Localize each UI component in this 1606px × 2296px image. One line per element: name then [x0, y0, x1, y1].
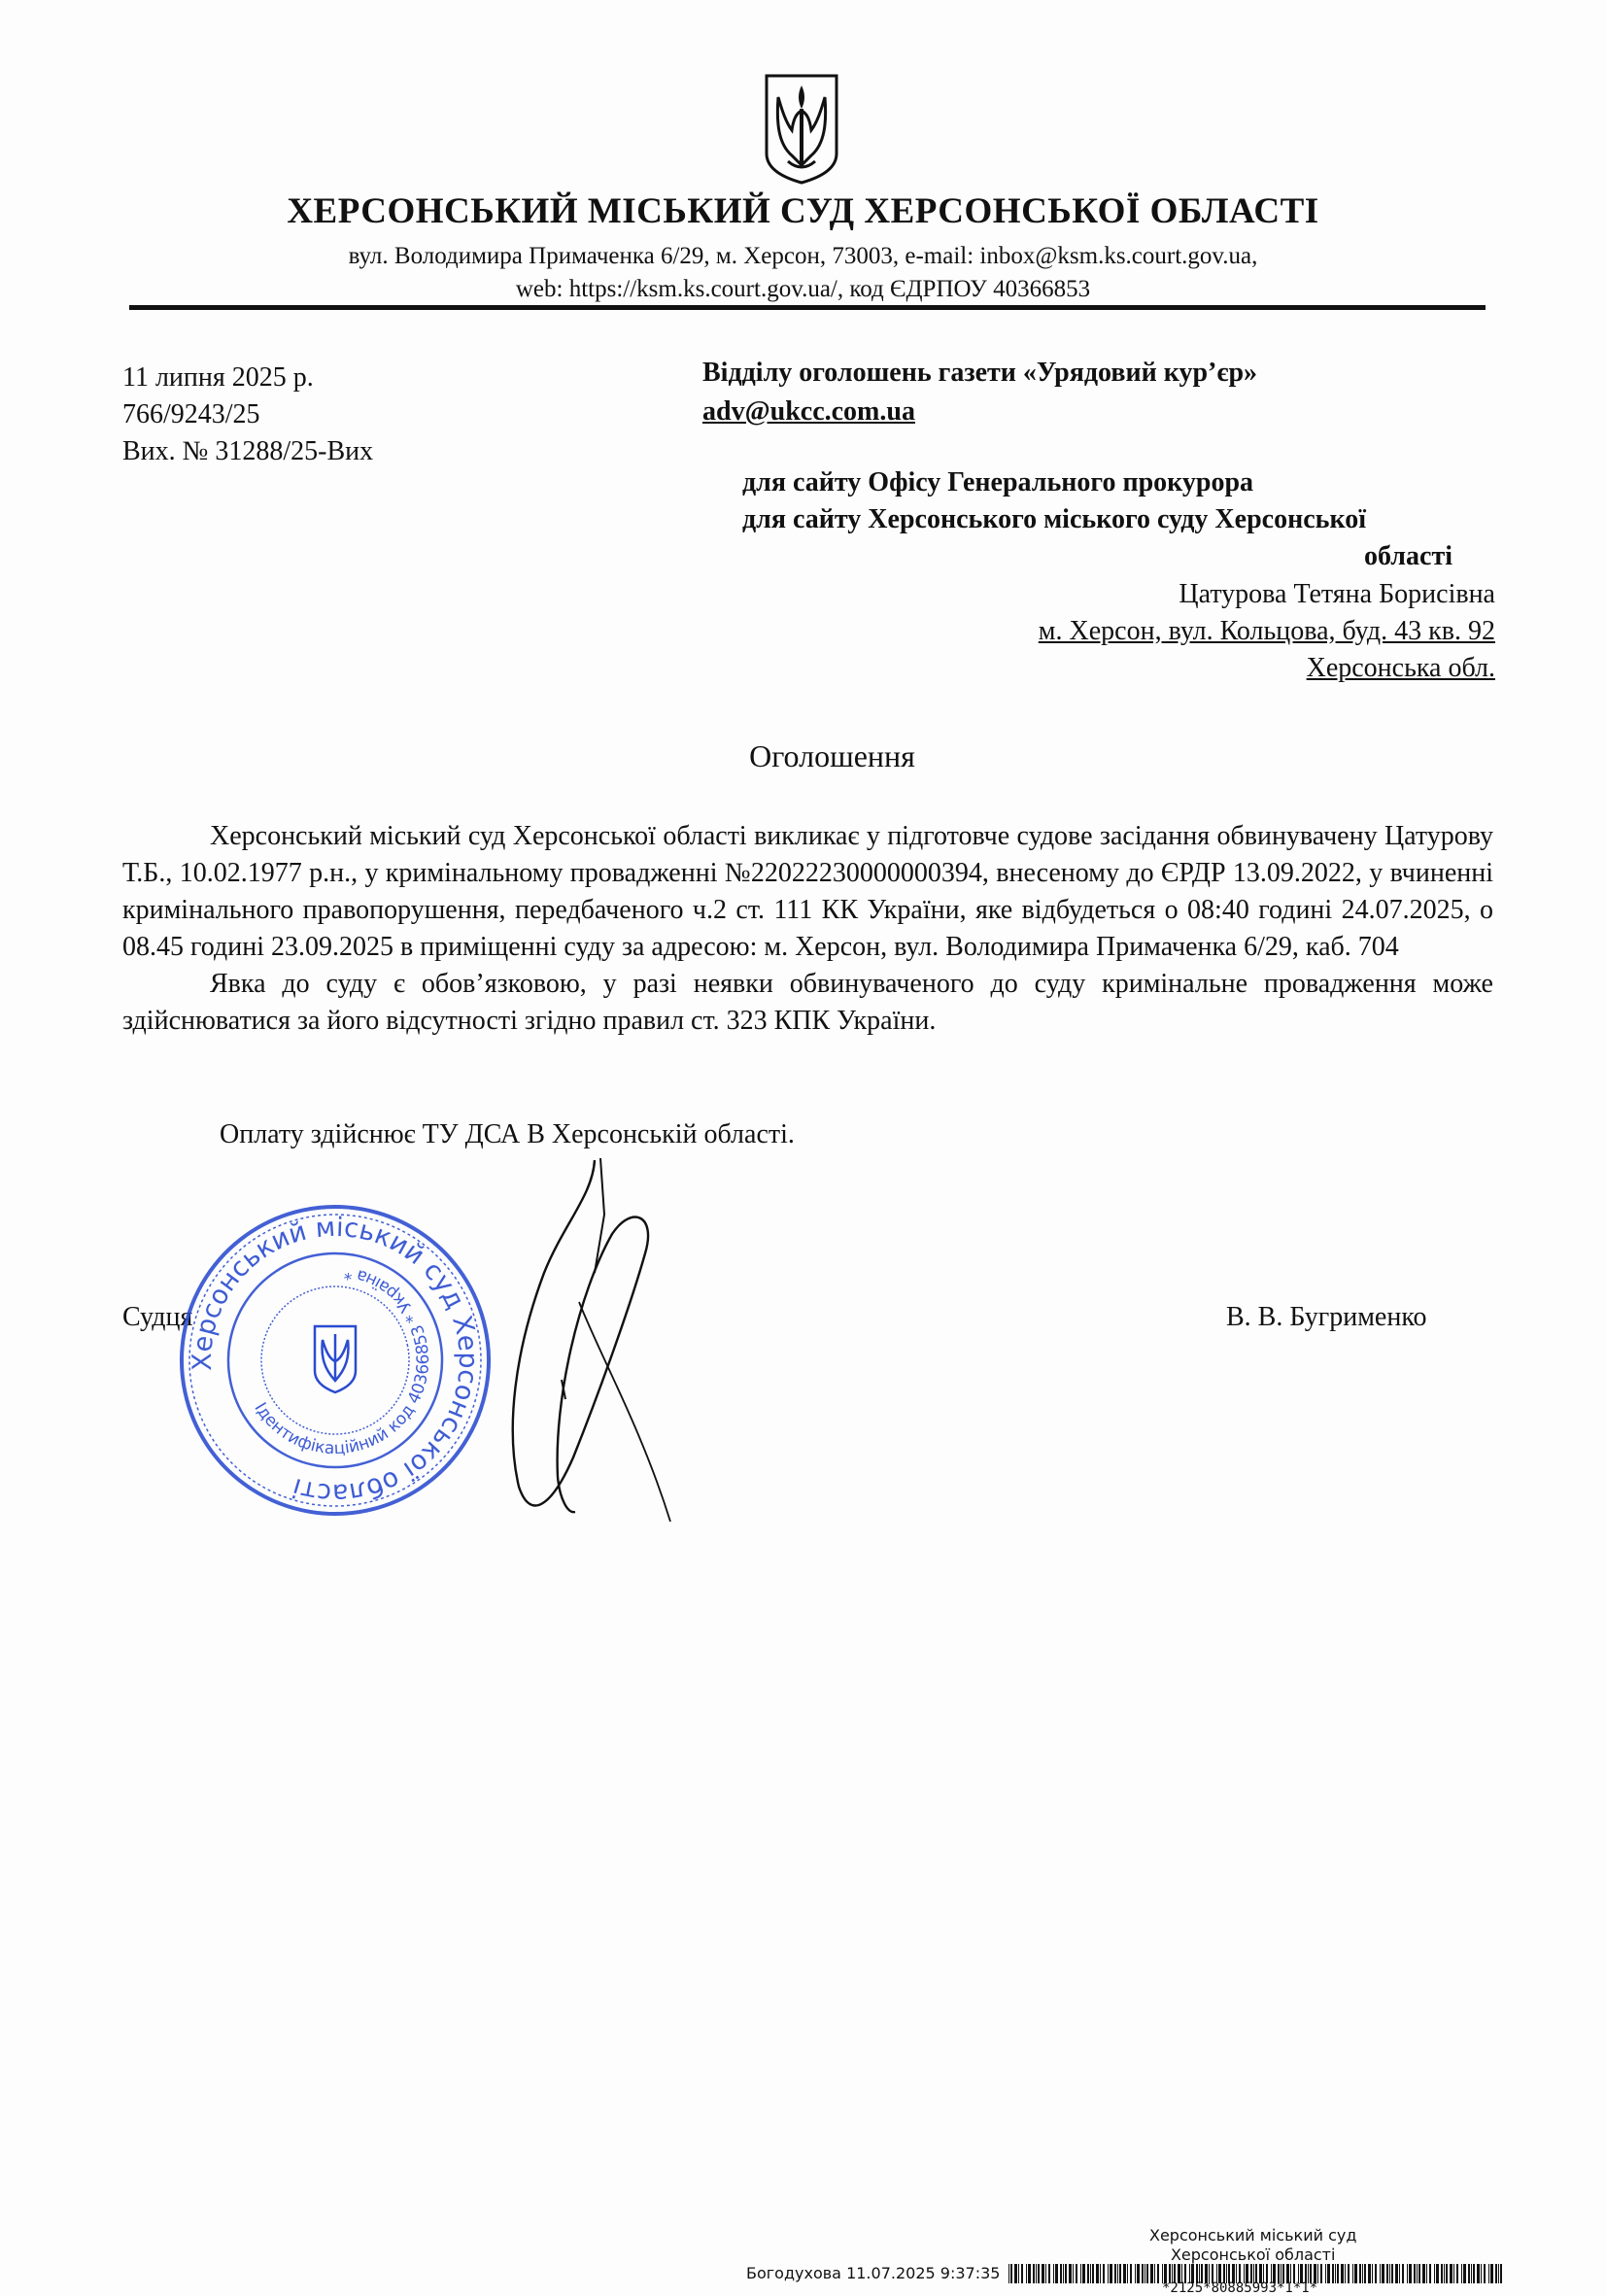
barcode-bar: [1154, 2264, 1155, 2283]
person-address: м. Херсон, вул. Кольцова, буд. 43 кв. 92: [1038, 616, 1495, 646]
seal-ring-text: Херсонський міський суд Херсонської області: [187, 1212, 484, 1509]
footer-court-line-1: Херсонський міський суд: [1149, 2226, 1357, 2245]
trident-icon: [761, 72, 842, 187]
barcode-bar: [1382, 2264, 1384, 2283]
site-court: для сайту Херсонського міського суду Херсонської: [742, 504, 1366, 534]
barcode-bar: [1409, 2264, 1412, 2283]
barcode-bar: [1069, 2264, 1072, 2283]
barcode-bar: [1364, 2264, 1366, 2283]
barcode-bar: [1348, 2264, 1350, 2283]
barcode-bar: [1450, 2264, 1452, 2283]
site-prosecutor: для сайту Офісу Генерального прокурора: [742, 467, 1254, 497]
barcode-bar: [1048, 2264, 1050, 2283]
barcode-bar: [1076, 2264, 1077, 2283]
barcode-bar: [1055, 2264, 1058, 2283]
barcode-bar: [1456, 2264, 1458, 2283]
barcode-bar: [1444, 2264, 1445, 2283]
barcode-bar: [1402, 2264, 1404, 2283]
barcode-bar: [1096, 2264, 1099, 2283]
barcode-bar: [1484, 2264, 1486, 2283]
barcode-bar: [1375, 2264, 1377, 2283]
case-number: 766/9243/25: [122, 399, 260, 429]
barcode-bar: [1026, 2264, 1027, 2283]
judge-label: Судця: [122, 1302, 193, 1332]
judge-signature: [486, 1156, 700, 1525]
recipient-newspaper: [702, 354, 1257, 431]
barcode-bar: [1042, 2264, 1044, 2283]
barcode-bar: [1473, 2264, 1475, 2283]
barcode-bar: [1498, 2264, 1499, 2283]
barcode-bar: [1352, 2264, 1353, 2283]
notice-paragraph-1: Херсонський міський суд Херсонської області викликає у підготовче судове засідання обвинувачену Цатурову Т.Б., 10.02.1977 р.н., у кримінальному провадженні №22022230000000394, внесеному до ЄРДР 13.09.2022, у вчиненні кримінального правопорушення, передбаченого ч.2 ст. 111 КК України, яке відбудеться о 08:40 годині 24.07.2025, о 08.45 годині 23.09.2025 в приміщенні суду за адресою: м. Херсон, вул. Володимира Примаченка 6/29, каб. 704: [122, 821, 1493, 962]
barcode-bar: [1446, 2264, 1448, 2283]
header-divider: [129, 305, 1486, 310]
recipient-person: [1039, 576, 1495, 687]
barcode-bar: [1471, 2264, 1472, 2283]
barcode-bar: [1481, 2264, 1482, 2283]
svg-text:Ідентифікаційний код 40366853: [224, 1249, 452, 1476]
barcode-bar: [1063, 2264, 1064, 2283]
barcode-bar: [1341, 2264, 1344, 2283]
barcode-bar: [1345, 2264, 1346, 2283]
barcode-bar: [1100, 2264, 1101, 2283]
barcode-bar: [1117, 2264, 1118, 2283]
barcode-bar: [1386, 2264, 1388, 2283]
court-web: web: https://ksm.ks.court.gov.ua/, код ЄДРПОУ 40366853: [515, 276, 1091, 302]
barcode-bar: [1414, 2264, 1416, 2283]
recipient-sites: [742, 464, 1452, 575]
barcode-bar: [1045, 2264, 1046, 2283]
newspaper-email[interactable]: adv@ukcc.com.ua: [702, 396, 915, 427]
barcode-bar: [1028, 2264, 1031, 2283]
person-name: Цатурова Тетяна Борисівна: [1179, 579, 1495, 609]
barcode-bar: [1418, 2264, 1420, 2283]
document-date: 11 липня 2025 р.: [122, 362, 314, 393]
barcode-bar: [1399, 2264, 1400, 2283]
barcode-bar: [1137, 2264, 1140, 2283]
newspaper-name: Відділу оголошень газети «Урядовий кур’єр»: [702, 358, 1258, 388]
document-meta: [122, 360, 373, 470]
seal-trident-icon: [315, 1326, 356, 1392]
court-seal-stamp: [175, 1200, 495, 1521]
outgoing-number: Вих. № 31288/25-Вих: [122, 436, 374, 466]
barcode-bar: [1087, 2264, 1089, 2283]
barcode-bar: [1014, 2264, 1017, 2283]
barcode-bar: [1320, 2264, 1322, 2283]
barcode-bar: [1146, 2264, 1148, 2283]
seal-inner-text: Ідентифікаційний код 40366853 * Україна *: [250, 1262, 434, 1459]
barcode-bar: [1110, 2264, 1112, 2283]
barcode-bar: [1065, 2264, 1067, 2283]
barcode-bar: [1332, 2264, 1334, 2283]
barcode-bar: [1108, 2264, 1109, 2283]
barcode-bar: [1477, 2264, 1480, 2283]
barcode-bar: [1073, 2264, 1074, 2283]
barcode-bar: [1123, 2264, 1126, 2283]
barcode-bar: [1395, 2264, 1398, 2283]
barcode-bar: [1135, 2264, 1136, 2283]
site-court-tail: області: [1364, 541, 1452, 571]
barcode-bar: [1488, 2264, 1489, 2283]
barcode-bar: [1157, 2264, 1159, 2283]
court-name: ХЕРСОНСЬКИЙ МІСЬКИЙ СУД ХЕРСОНСЬКОЇ ОБЛАСТІ: [287, 191, 1319, 231]
barcode-bar: [1495, 2264, 1497, 2283]
barcode-bar: [1436, 2264, 1439, 2283]
barcode-bar: [1407, 2264, 1408, 2283]
barcode-bar: [1127, 2264, 1128, 2283]
footer-court-line-2: Херсонської області: [1170, 2245, 1336, 2264]
barcode-bar: [1337, 2264, 1339, 2283]
barcode-bar: [1103, 2264, 1105, 2283]
notice-body: [122, 818, 1493, 1040]
barcode-bar: [1368, 2264, 1371, 2283]
barcode-bar: [1372, 2264, 1373, 2283]
barcode-bar: [1354, 2264, 1357, 2283]
barcode-bar: [1434, 2264, 1435, 2283]
barcode-bar: [1417, 2264, 1418, 2283]
barcode-bar: [1008, 2264, 1009, 2283]
notice-title-text: Оголошення: [749, 738, 915, 773]
barcode-bar: [1053, 2264, 1054, 2283]
barcode-bar: [1080, 2264, 1081, 2283]
barcode-bar: [1060, 2264, 1062, 2283]
barcode-bar: [1010, 2264, 1012, 2283]
judge-name: В. В. Бугрименко: [1226, 1302, 1427, 1332]
barcode-bar: [1453, 2264, 1454, 2283]
barcode-number: *2125*80885993*1*1*: [1162, 2280, 1318, 2296]
barcode-bar: [1119, 2264, 1121, 2283]
barcode-bar: [1429, 2264, 1431, 2283]
barcode-bar: [1021, 2264, 1023, 2283]
barcode-bar: [1090, 2264, 1091, 2283]
barcode-bar: [1362, 2264, 1363, 2283]
barcode-bar: [1327, 2264, 1330, 2283]
barcode-bar: [1018, 2264, 1019, 2283]
barcode-bar: [1391, 2264, 1393, 2283]
notice-title: [0, 738, 1606, 774]
barcode-bar: [1422, 2264, 1425, 2283]
barcode-bar: [1490, 2264, 1493, 2283]
barcode-bar: [1082, 2264, 1085, 2283]
notice-paragraph-2: Явка до суду є обов’язковою, у разі неявки обвинуваченого до суду кримінальне провадження може здійснюватися за його відсутності згідно правил ст. 323 КПК України.: [122, 969, 1493, 1036]
barcode-bar: [1426, 2264, 1427, 2283]
payment-note: Оплату здійснює ТУ ДСА В Херсонській області.: [220, 1119, 795, 1149]
barcode-bar: [1114, 2264, 1116, 2283]
barcode-bar: [1468, 2264, 1470, 2283]
barcode-bar: [1461, 2264, 1462, 2283]
barcode-bar: [1380, 2264, 1381, 2283]
court-address: вул. Володимира Примаченка 6/29, м. Херсон, 73003, e-mail: inbox@ksm.ks.court.gov.ua,: [348, 243, 1258, 269]
barcode-bar: [1142, 2264, 1144, 2283]
barcode-bar: [1441, 2264, 1443, 2283]
barcode-bar: [1389, 2264, 1390, 2283]
clerk-timestamp: Богодухова 11.07.2025 9:37:35: [746, 2264, 1001, 2282]
barcode-bar: [1150, 2264, 1153, 2283]
barcode-bar: [1463, 2264, 1466, 2283]
barcode-bar: [1130, 2264, 1132, 2283]
barcode-bar: [1500, 2264, 1502, 2283]
barcode-bar: [1359, 2264, 1361, 2283]
barcode-bar: [1335, 2264, 1336, 2283]
barcode-bar: [1092, 2264, 1094, 2283]
barcode-bar: [1325, 2264, 1326, 2283]
barcode-bar: [1038, 2264, 1040, 2283]
barcode-bar: [1033, 2264, 1035, 2283]
person-region: Херсонська обл.: [1306, 653, 1495, 683]
barcode-bar: [1036, 2264, 1037, 2283]
footer-court: [1149, 2226, 1356, 2265]
